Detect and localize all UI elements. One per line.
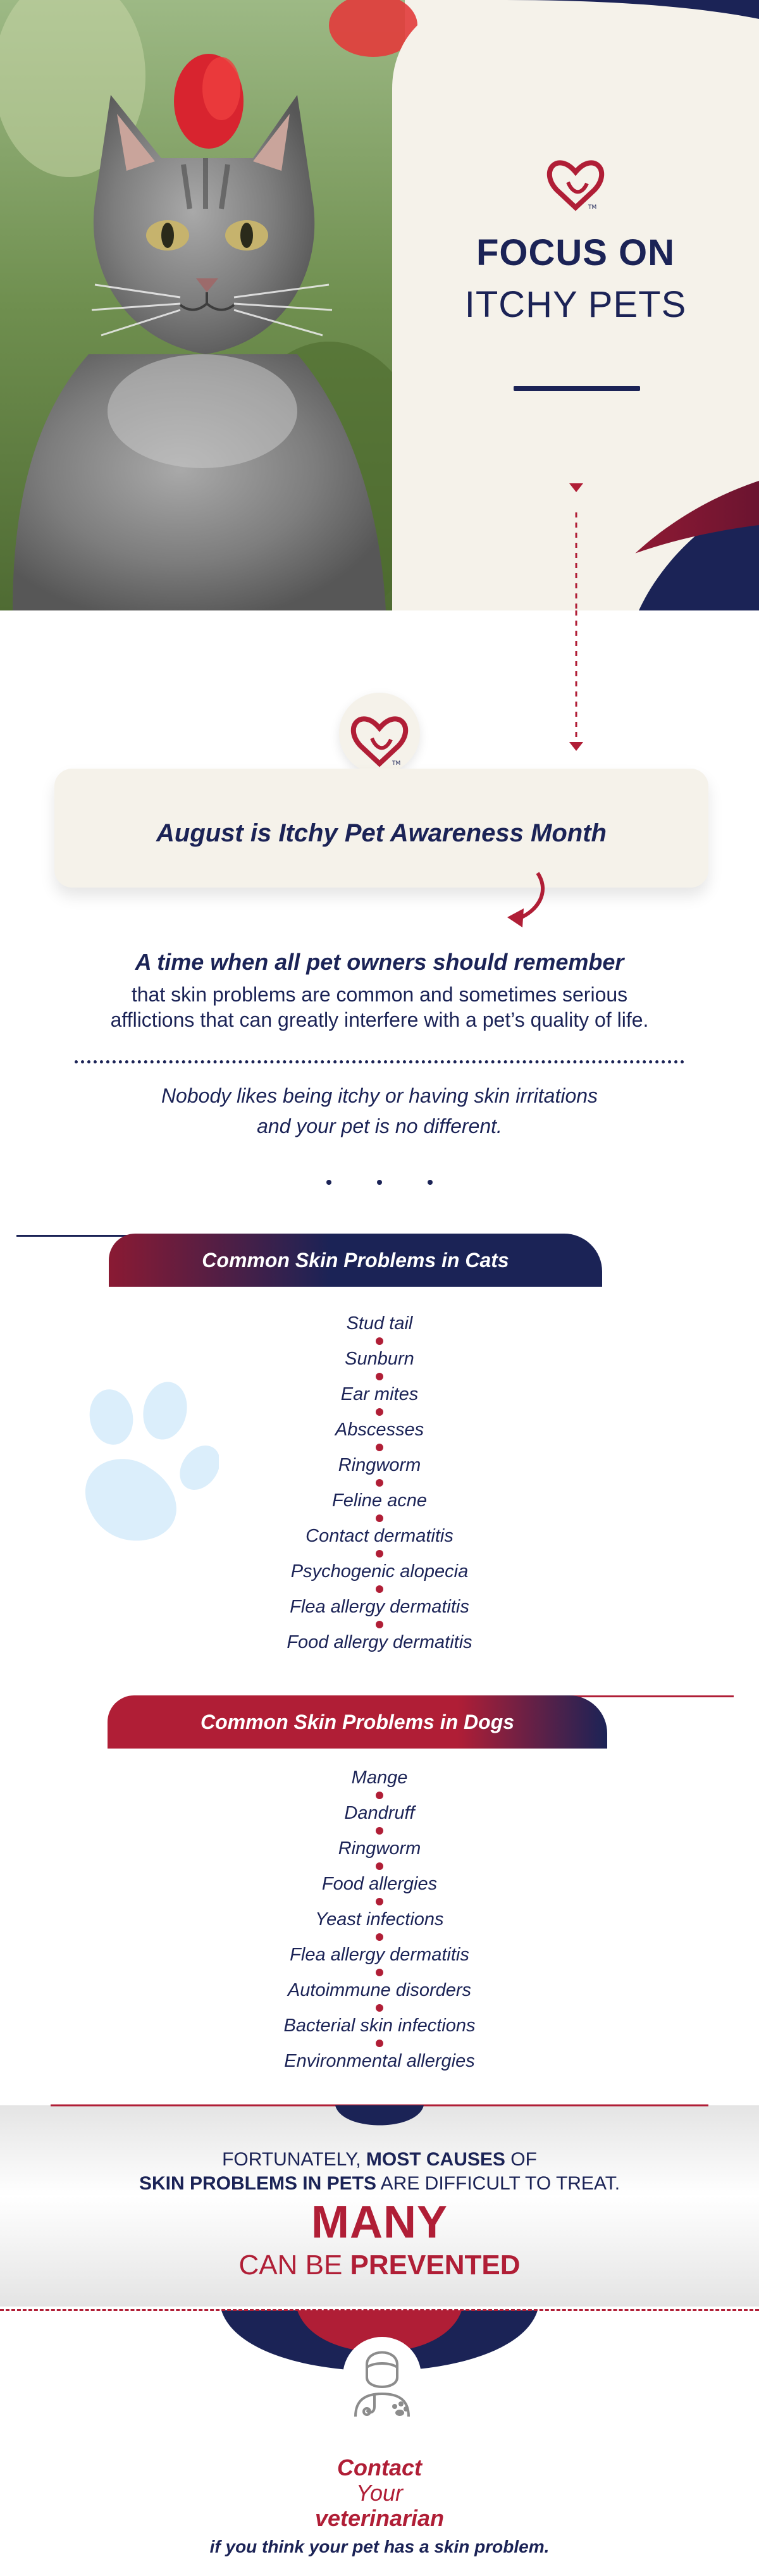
prevented-line: CAN BE PREVENTED xyxy=(238,2250,521,2281)
awareness-banner xyxy=(54,769,708,888)
svg-text:TM: TM xyxy=(588,204,597,211)
dogs-section-heading xyxy=(108,1695,607,1749)
list-item: Dandruff xyxy=(190,1795,569,1831)
note-line1: Nobody likes being itchy or having skin irritations xyxy=(161,1084,598,1107)
list-item: Bacterial skin infections xyxy=(190,2008,569,2043)
separator-dot xyxy=(428,1180,433,1185)
list-item: Stud tail xyxy=(190,1306,569,1341)
hero-title-line2: ITCHY PETS xyxy=(464,284,687,325)
separator-dot xyxy=(377,1180,382,1185)
list-item: Ringworm xyxy=(190,1447,569,1483)
many-heading: MANY xyxy=(311,2197,448,2248)
list-item: Contact dermatitis xyxy=(190,1518,569,1554)
list-item: Yeast infections xyxy=(190,1902,569,1937)
dotted-divider xyxy=(75,1060,684,1063)
cats-heading-text: Common Skin Problems in Cats xyxy=(202,1248,509,1272)
intro-heading: A time when all pet owners should remember xyxy=(135,949,624,975)
hero-section xyxy=(0,0,759,610)
veterinarian-icon xyxy=(342,2336,423,2430)
contact-line4: if you think your pet has a skin problem. xyxy=(209,2537,550,2556)
list-item: Ringworm xyxy=(190,1831,569,1866)
curved-arrow-icon xyxy=(493,867,557,943)
heart-logo-icon xyxy=(339,693,420,774)
list-item: Sunburn xyxy=(190,1341,569,1377)
title-underline xyxy=(514,386,640,391)
hero-title-line1: FOCUS ON xyxy=(476,232,676,273)
logo-badge xyxy=(339,693,420,774)
dashed-divider xyxy=(0,2309,759,2311)
list-item: Food allergies xyxy=(190,1866,569,1902)
list-item: Flea allergy dermatitis xyxy=(190,1589,569,1625)
intro-line2: afflictions that can greatly interfere with a pet’s quality of life. xyxy=(110,1008,649,1031)
list-item: Psychogenic alopecia xyxy=(190,1554,569,1589)
svg-text:TM: TM xyxy=(392,760,401,767)
awareness-text: August is Itchy Pet Awareness Month xyxy=(156,819,607,847)
list-item: Feline acne xyxy=(190,1483,569,1518)
contact-line2: Your xyxy=(355,2480,404,2506)
list-item: Flea allergy dermatitis xyxy=(190,1937,569,1972)
intro-line1: that skin problems are common and sometimes serious xyxy=(131,983,628,1006)
cats-section-heading xyxy=(109,1234,602,1287)
list-item: Environmental allergies xyxy=(284,2051,475,2071)
dogs-heading-text: Common Skin Problems in Dogs xyxy=(200,1710,515,1733)
fortunately-line2: SKIN PROBLEMS IN PETS ARE DIFFICULT TO TREAT. xyxy=(139,2173,620,2194)
list-item: Abscesses xyxy=(190,1412,569,1447)
list-item: Ear mites xyxy=(190,1377,569,1412)
note-line2: and your pet is no different. xyxy=(257,1115,502,1137)
contact-line3: veterinarian xyxy=(314,2505,445,2531)
dogs-problem-list xyxy=(190,1760,569,2079)
list-item: Autoimmune disorders xyxy=(190,1972,569,2008)
separator-dot xyxy=(326,1180,331,1185)
gray-tabby-cat-photo xyxy=(0,0,430,610)
list-item: Mange xyxy=(190,1760,569,1795)
list-item: Food allergy dermatitis xyxy=(287,1632,472,1652)
cats-problem-list xyxy=(190,1306,569,1660)
contact-line1: Contact xyxy=(337,2455,422,2480)
fortunately-line1: FORTUNATELY, MOST CAUSES OF xyxy=(222,2149,537,2170)
